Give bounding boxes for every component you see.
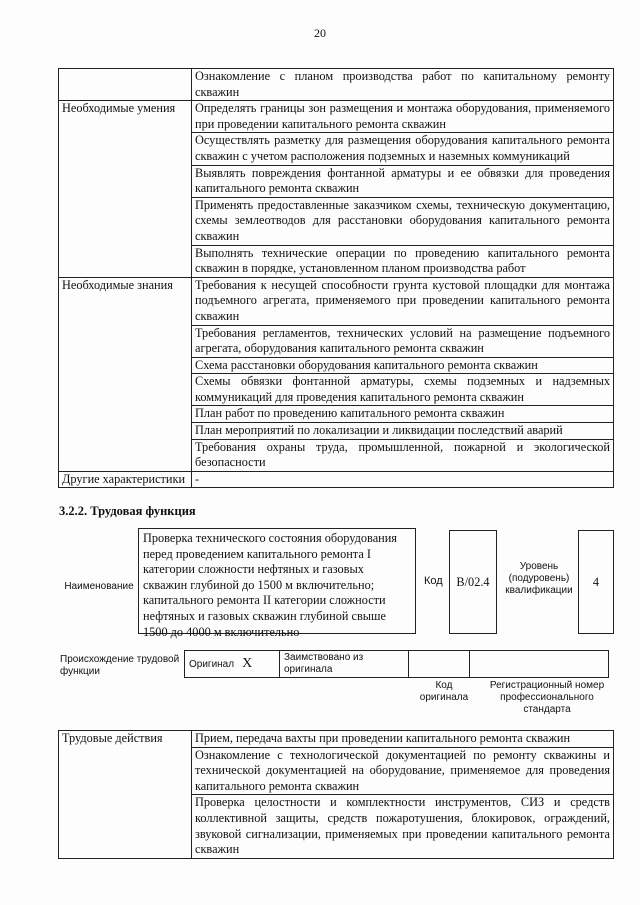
table-cell: Осуществлять разметку для размещения оборудования капитального ремонта скважин с учетом расположения подземных и наземных коммуникаций [192, 133, 614, 165]
original-code-caption: Код оригинала [419, 680, 469, 703]
original-cell [185, 651, 280, 678]
origin-table [184, 650, 609, 678]
code-box [449, 530, 497, 634]
table-cell: Требования охраны труда, промышленной, пожарной и экологической безопасности [192, 439, 614, 471]
level-box [578, 530, 614, 634]
borrowed-label: Заимствовано из оригинала [284, 652, 364, 675]
level-label: Уровень (подуровень) квалификации [505, 561, 573, 596]
table-cell: Схема расстановки оборудования капитального ремонта скважин [192, 357, 614, 374]
table-cell: Прием, передача вахты при проведении капитального ремонта скважин [192, 731, 614, 748]
table-cell: Выявлять повреждения фонтанной арматуры и ее обвязки для проведения капитального ремонта скважин [192, 165, 614, 197]
table-cell: План мероприятий по локализации и ликвидации последствий аварий [192, 423, 614, 440]
table-cell: Требования регламентов, технических условий на размещение подъемного агрегата, оборудования капитального ремонта скважин [192, 325, 614, 357]
table-cell: - [192, 471, 614, 488]
table-row [59, 69, 614, 101]
table-cell: План работ по проведению капитального ремонта скважин [192, 406, 614, 423]
registration-caption: Регистрационный номер профессионального стандарта [489, 680, 605, 715]
section-title: 3.2.2. Трудовая функция [59, 504, 196, 518]
level-value: 4 [592, 575, 600, 589]
origin-label: Происхождение трудовой функции [60, 654, 180, 677]
table-row [59, 101, 614, 133]
competencies-table [58, 68, 614, 488]
table-row [185, 651, 609, 678]
page-number: 20 [314, 26, 326, 40]
table-cell: Определять границы зон размещения и монтажа оборудования, применяемого при проведении капитального ремонта скважин [192, 101, 614, 133]
original-label: Оригинал [189, 658, 235, 670]
row-label-actions: Трудовые действия [59, 731, 192, 859]
row-label-other: Другие характеристики [59, 471, 192, 488]
code-value: B/02.4 [456, 575, 490, 589]
function-name-box [138, 528, 416, 639]
table-cell: Проверка целостности и комплектности инструментов, СИЗ и средств коллективной защиты, средств пожаротушения, блокировок, ограждений, звуковой сигнализации, применяемых при проведении капитального ремонта скважин [192, 795, 614, 858]
table-cell: Выполнять технические операции по проведению капитального ремонта скважин в порядке, установленном планом производства работ [192, 245, 614, 277]
original-mark: X [242, 655, 253, 671]
table-cell: Ознакомление с технологической документацией по ремонту скважины и технической документацией на оборудование, применяемое для проведения капитального ремонта скважин [192, 747, 614, 795]
table-cell: Требования к несущей способности грунта кустовой площадки для монтажа подъемного агрегата, применяемого при проведении капитального ремонта скважин [192, 277, 614, 325]
table-row [59, 731, 614, 748]
table-cell: Ознакомление с планом производства работ по капитальному ремонту скважин [192, 69, 614, 101]
table-row [59, 277, 614, 325]
row-label [59, 69, 192, 101]
table-cell: Схемы обвязки фонтанной арматуры, схемы подземных и надземных коммуникаций для проведения капитального ремонта скважин [192, 374, 614, 406]
name-label: Наименование [64, 581, 134, 592]
table-row [59, 471, 614, 488]
borrowed-cell [280, 651, 409, 678]
row-label-skills: Необходимые умения [59, 101, 192, 278]
function-name-text: Проверка технического состояния оборудования перед проведением капитального ремонта I категории сложности нефтяных и газовых скважин глубиной до 1500 м включительно; капитального ремонта II категории сложности нефтяных и газовых скважин глубиной свыше 1500 до 4000 м включительно [143, 531, 397, 639]
actions-table [58, 730, 614, 859]
row-label-knowledge: Необходимые знания [59, 277, 192, 471]
table-cell: Применять предоставленные заказчиком схемы, техническую документацию, схемы землеотводов для расстановки оборудования капитального ремонта скважин [192, 197, 614, 245]
registration-number-cell [470, 651, 609, 678]
original-code-cell [409, 651, 470, 678]
code-label: Код [424, 575, 443, 587]
